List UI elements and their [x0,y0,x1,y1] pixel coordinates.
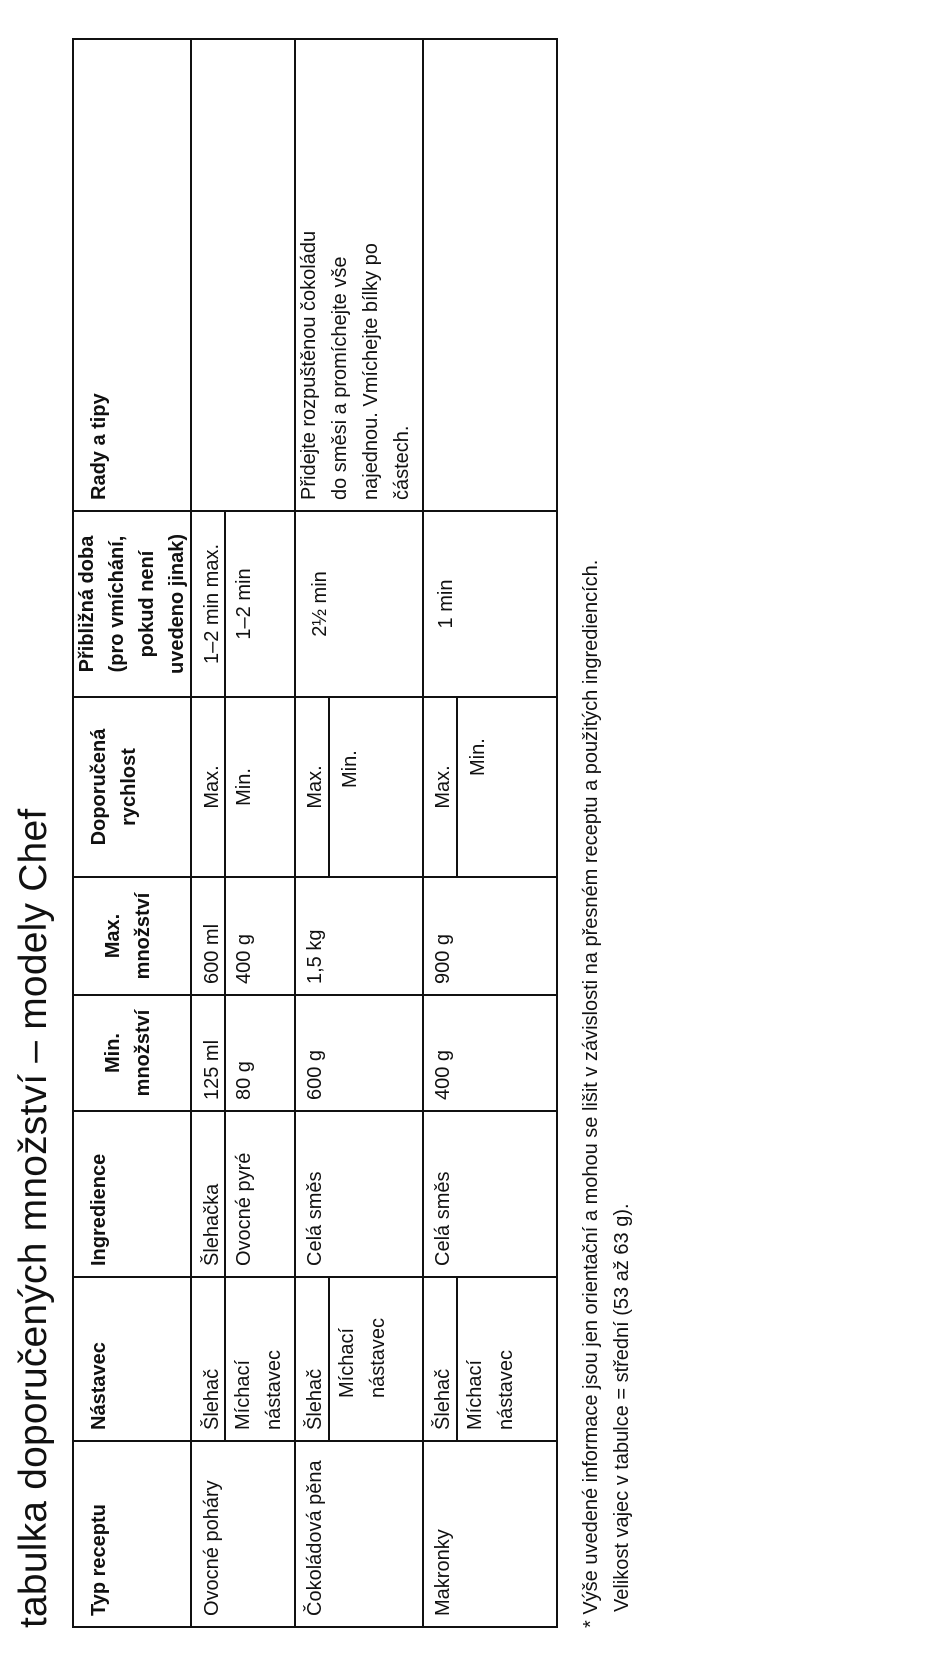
header-min-qty [98,996,158,1110]
makronky-type: Makronky [432,1529,454,1616]
makronky-attach-b [460,1350,522,1430]
ovocne-attach-b-line1: Míchací [232,1359,254,1430]
makronky-max: 900 g [432,933,454,984]
header-min-qty-line2: množství [132,1009,154,1097]
row-sep-header [190,38,192,1628]
ovocne-attach-b-line2: nástavec [263,1349,285,1430]
header-type: Typ receptu [88,1504,110,1616]
cokolada-time: 2½ min [309,571,331,637]
ovocne-attach-b [228,1350,290,1430]
header-speed-line2: rychlost [118,748,140,826]
makronky-time: 1 min [435,579,457,629]
header-max-qty-line1: Max. [102,913,124,959]
recommended-quantities-table [72,38,558,1628]
ovocne-max-b: 400 g [233,933,255,984]
row-sep-2 [422,38,424,1628]
cokolada-speed-b: Min. [339,750,361,788]
header-time [72,512,192,696]
header-time-line3: pokud není [136,550,158,658]
table-border-right [72,38,558,40]
cokolada-tips-line4: částech. [391,425,413,500]
ovocne-min-a: 125 ml [201,1039,223,1100]
header-min-qty-line1: Min. [102,1033,124,1073]
header-speed [84,698,144,876]
ovocne-time-a: 1–2 min max. [201,543,223,665]
table-border-top [72,38,74,1628]
ovocne-min-b: 80 g [233,1061,255,1100]
ovocne-speed-a: Max. [201,765,223,809]
makronky-ingr: Celá směs [432,1171,454,1266]
makronky-min: 400 g [432,1049,454,1100]
footnote-line2: Velikost vajec v tabulce = střední (53 až 63 g). [611,1203,633,1612]
ovocne-attach-a: Šlehač [201,1368,223,1430]
header-time-line4: uvedeno jinak) [166,533,188,675]
makronky-attach-a: Šlehač [432,1368,454,1430]
ovocne-ingr-a: Šlehačka [201,1183,223,1266]
header-ingredients: Ingredience [88,1153,110,1266]
header-max-qty [98,878,158,994]
footnote [576,560,638,1628]
header-tips: Rady a tipy [88,393,110,500]
cokolada-tips-line1: Přidejte rozpuštěnou čokoládu [298,230,320,500]
makronky-speed-a: Max. [432,765,454,809]
ovocne-time-b: 1–2 min [233,568,255,640]
makronky-speed-b: Min. [467,738,489,776]
col-sep-3 [72,1110,558,1112]
cokolada-min: 600 g [304,1049,326,1100]
header-time-line1: Přibližná doba [76,535,98,673]
cokolada-tips-line3: najednou. Vmíchejte bílky po [360,243,382,500]
makronky-attach-b-line2: nástavec [495,1349,517,1430]
cokolada-attach-a: Šlehač [304,1368,326,1430]
table-border-bottom [556,38,558,1628]
header-max-qty-line2: množství [132,892,154,980]
cokolada-tips [294,231,418,500]
table-border-left [72,1626,558,1628]
cokolada-max: 1,5 kg [304,929,326,984]
col-sep-1 [72,1440,558,1442]
header-time-line2: (pro vmíchání, [106,535,128,673]
col-sep-2 [72,1276,558,1278]
cokolada-attach-b-line2: nástavec [367,1317,389,1398]
ovocne-speed-b: Min. [233,768,255,806]
cokolada-tips-line2: do směsi a promíchejte vše [329,256,351,500]
ovocne-type: Ovocné poháry [201,1480,223,1616]
makronky-attach-b-line1: Míchací [464,1359,486,1430]
ovocne-ingr-b: Ovocné pyré [233,1152,255,1266]
cokolada-attach-b-line1: Míchací [336,1327,358,1398]
header-attachment: Nástavec [88,1342,110,1430]
cokolada-ingr: Celá směs [304,1171,326,1266]
footnote-line1: * Výše uvedené informace jsou jen orientační a mohou se lišit v závislosti na přesném receptu a použitých ingrediencích. [580,559,602,1628]
ovocne-max-a: 600 ml [201,923,223,984]
cokolada-speed-a: Max. [304,765,326,809]
page-title: tabulka doporučených množství – modely Chef [12,808,55,1628]
cokolada-type: Čokoládová pěna [304,1460,326,1616]
header-speed-line1: Doporučená [88,728,110,846]
cokolada-attach-b [332,1318,394,1398]
